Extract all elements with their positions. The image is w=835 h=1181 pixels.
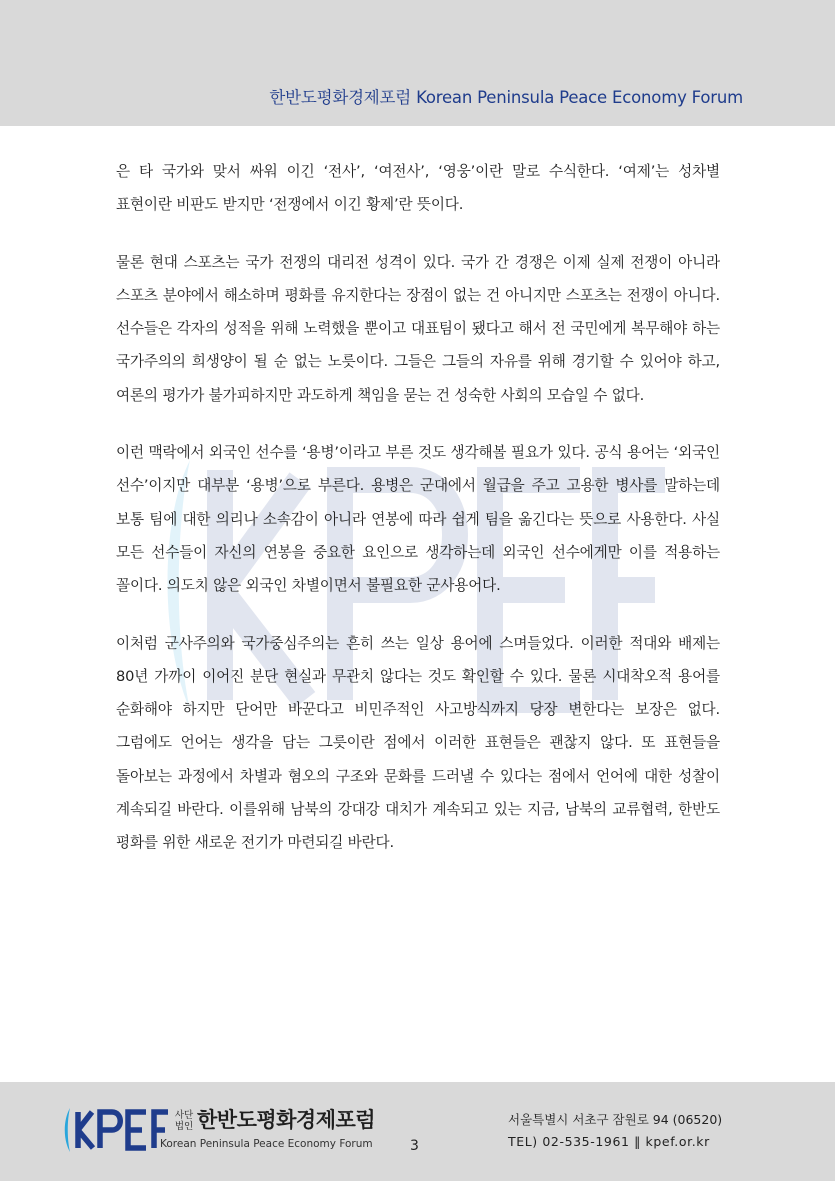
kpef-logo bbox=[62, 1102, 170, 1156]
page-number: 3 bbox=[410, 1138, 419, 1154]
footer-address: 서울특별시 서초구 잠원로 94 (06520) bbox=[508, 1112, 723, 1127]
page-footer bbox=[0, 1082, 835, 1181]
paragraph: 은 타 국가와 맞서 싸워 이긴 ‘전사’, ‘여전사’, ‘영웅’이란 말로 수식한다. ‘여제’는 성차별 표현이란 비판도 받지만 ‘전쟁에서 이긴 황제’란 뜻이다. bbox=[116, 163, 720, 214]
org-type-badge: 사단법인 bbox=[174, 1110, 194, 1132]
footer-contact: TEL) 02-535-1961 ‖ kpef.or.kr bbox=[508, 1134, 710, 1149]
paragraph: 물론 현대 스포츠는 국가 전쟁의 대리전 성격이 있다. 국가 간 경쟁은 이제 실제 전쟁이 아니라 스포츠 분야에서 해소하며 평화를 유지한다는 장점이 없는 건 아니지만 스포츠는 전쟁이 아니다. 선수들은 각자의 성적을 위해 노력했을 뿐이고 대표팀이 됐다고 해서 전 국민에게 복무해야 하는 국가주의의 희생양이 될 순 없는 노릇이다. 그들은 그들의 자유를 위해 경기할 수 있어야 하고, 여론의 평가가 불가피하지만 과도하게 책임을 묻는 건 성숙한 사회의 모습일 수 없다. bbox=[116, 253, 720, 404]
header-title: 한반도평화경제포럼 Korean Peninsula Peace Economy Forum bbox=[269, 88, 743, 107]
body-text bbox=[116, 155, 720, 884]
paragraph: 이런 맥락에서 외국인 선수를 ‘용병’이라고 부른 것도 생각해볼 필요가 있다. 공식 용어는 ‘외국인 선수’이지만 대부분 ‘용병’으로 부른다. 용병은 군대에서 월급을 주고 고용한 병사를 말하는데 보통 팀에 대한 의리나 소속감이 아니라 연봉에 따라 쉽게 팀을 옮긴다는 뜻으로 사용한다. 사실 모든 선수들이 자신의 연봉을 중요한 요인으로 생각하는데 외국인 선수에게만 이를 적용하는 꼴이다. 의도치 않은 외국인 차별이면서 불필요한 군사용어다. bbox=[116, 444, 720, 595]
footer-org-name: 한반도평화경제포럼 bbox=[197, 1108, 376, 1132]
paragraph: 이처럼 군사주의와 국가중심주의는 흔히 쓰는 일상 용어에 스며들었다. 이러한 적대와 배제는 80년 가까이 이어진 분단 현실과 무관치 않다는 것도 확인할 수 있다. 물론 시대착오적 용어를 순화해야 하지만 단어만 바꾼다고 비민주적인 사고방식까지 당장 변한다는 보장은 없다. 그럼에도 언어는 생각을 담는 그릇이란 점에서 이러한 표현들은 괜찮지 않다. 또 표현들을 돌아보는 과정에서 차별과 혐오의 구조와 문화를 드러낼 수 있다는 점에서 언어에 대한 성찰이 계속되길 바란다. 이를위해 남북의 강대강 대치가 계속되고 있는 지금, 남북의 교류협력, 한반도 평화를 위한 새로운 전기가 마련되길 바란다. bbox=[116, 634, 720, 852]
page-header bbox=[0, 0, 835, 126]
footer-org-name-en: Korean Peninsula Peace Economy Forum bbox=[160, 1138, 373, 1150]
